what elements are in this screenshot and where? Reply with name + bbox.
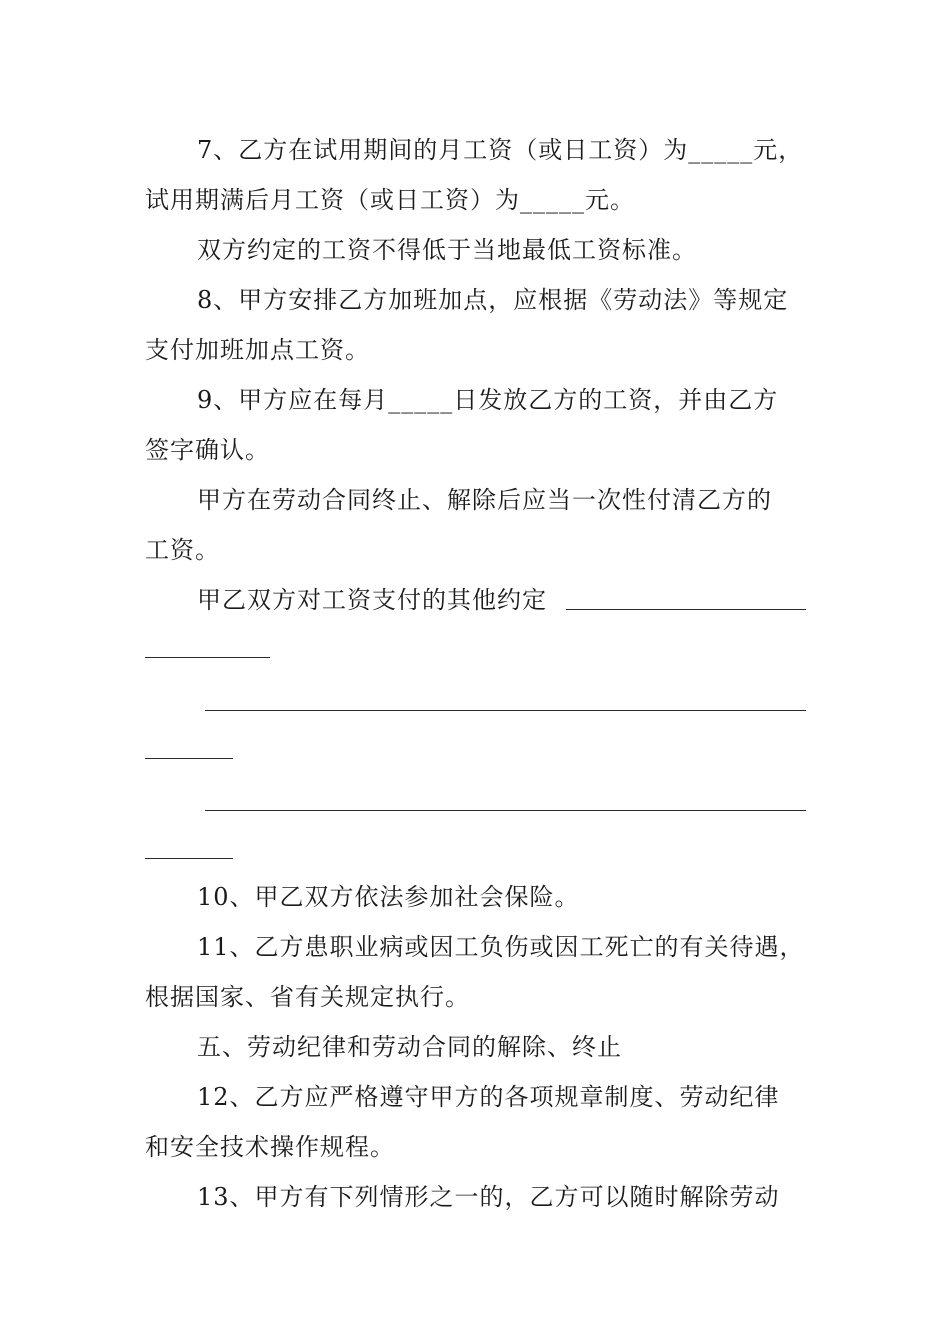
blank-line: [145, 657, 270, 658]
blank-line: [205, 710, 806, 711]
min-wage-paragraph: 双方约定的工资不得低于当地最低工资标准。: [197, 236, 697, 264]
section-5-heading: 五、劳动纪律和劳动合同的解除、终止: [197, 1033, 622, 1061]
blank-line: [566, 609, 806, 610]
blank-line: [205, 810, 806, 811]
clause-11-line-1: 11、乙方患职业病或因工负伤或因工死亡的有关待遇，: [197, 933, 805, 961]
termination-pay-line-1: 甲方在劳动合同终止、解除后应当一次性付清乙方的: [197, 486, 772, 514]
clause-10-line: 10、甲乙双方依法参加社会保险。: [197, 883, 580, 911]
clause-12-line-1: 12、乙方应严格遵守甲方的各项规章制度、劳动纪律: [197, 1083, 780, 1111]
clause-12-line-2: 和安全技术操作规程。: [145, 1133, 395, 1161]
clause-7-line-2: 试用期满后月工资（或日工资）为_____元。: [145, 186, 635, 214]
clause-7-line-1: 7、乙方在试用期间的月工资（或日工资）为_____元，: [197, 136, 804, 164]
clause-11-line-2: 根据国家、省有关规定执行。: [145, 983, 470, 1011]
clause-8-line-1: 8、甲方安排乙方加班加点，应根据《劳动法》等规定: [197, 286, 789, 314]
clause-9-line-1: 9、甲方应在每月_____日发放乙方的工资，并由乙方: [197, 386, 779, 414]
clause-9-line-2: 签字确认。: [145, 436, 270, 464]
clause-8-line-2: 支付加班加点工资。: [145, 336, 370, 364]
termination-pay-line-2: 工资。: [145, 536, 220, 564]
blank-line: [145, 858, 233, 859]
clause-13-line-1: 13、甲方有下列情形之一的，乙方可以随时解除劳动: [197, 1183, 780, 1211]
blank-line: [145, 758, 233, 759]
other-agreement-label: 甲乙双方对工资支付的其他约定: [197, 586, 547, 614]
